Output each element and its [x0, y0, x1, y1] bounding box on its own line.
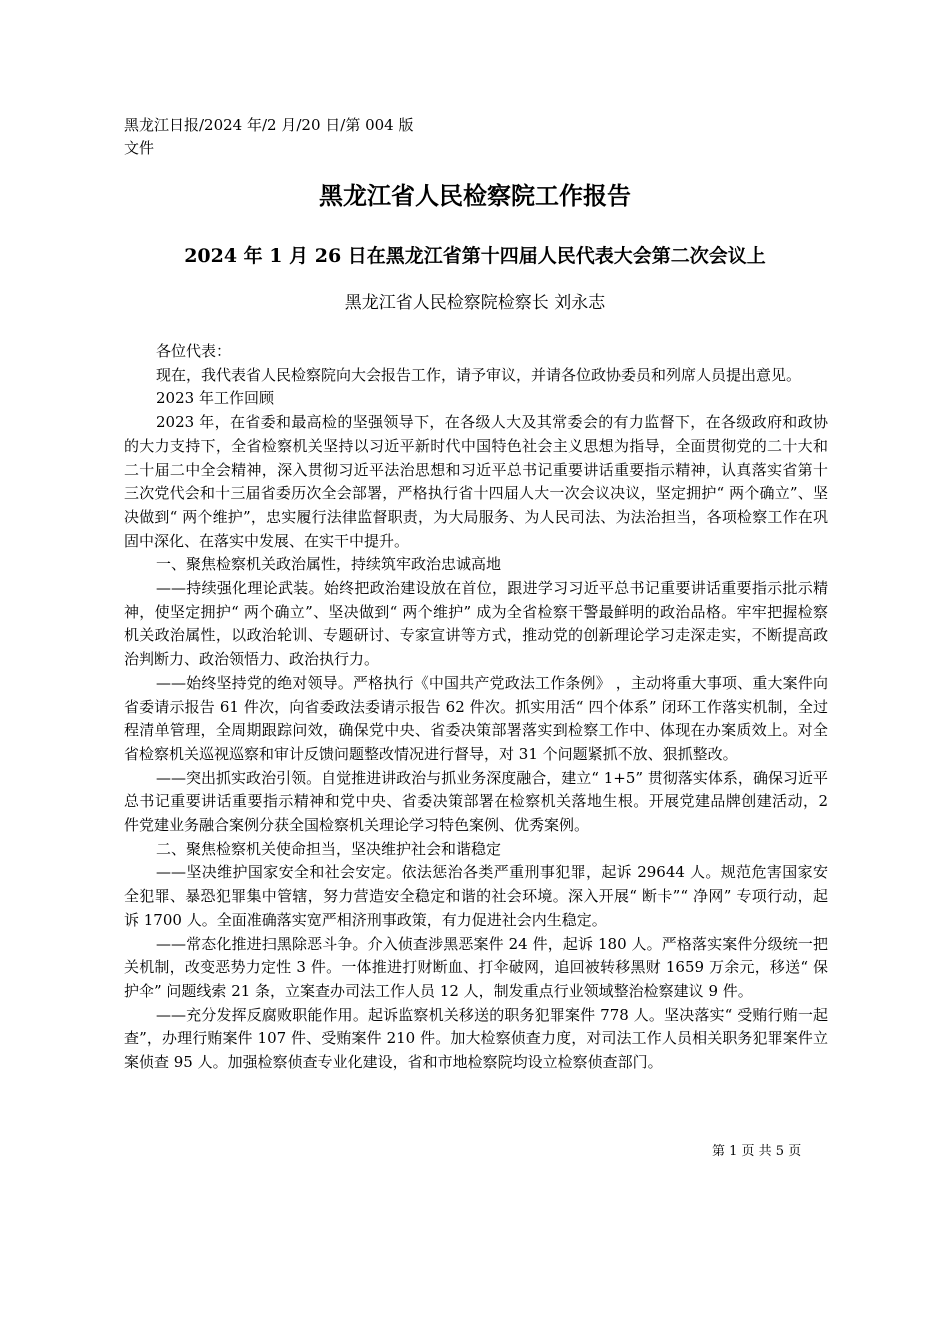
paragraph-party-leadership: ——始终坚持党的绝对领导。严格执行《中国共产党政法工作条例》 ，主动将重大事项、重大案件向省委请示报告 61 件次，向省委政法委请示报告 62 件次。抓实用活“ 四个体系” 闭环工作落实机制，全过程清单管理，全周期跟踪问效，确保党中央、省委决策部署落实到检察工作中、体现在办案质效上。对全省检察机关巡视巡察和审计反馈问题整改情况进行督导，对 31 个问题紧抓不放、狠抓整改。	[124, 673, 828, 763]
source-line: 黑龙江日报/2024 年/2 月/20 日/第 004 版文件	[124, 116, 414, 157]
paragraph-anti-crime: ——常态化推进扫黑除恶斗争。介入侦查涉黑恶案件 24 件，起诉 180 人。严格落实案件分级统一把关机制，改变恶势力定性 3 件。一体推进打财断血、打伞破网，追回被转移黑财 1659 万余元，移送“ 保护伞” 问题线索 21 条，立案查办司法工作人员 12 人，制发重点行业领域整治检察建议 9 件。	[124, 934, 828, 1000]
section-heading-one: 一、聚焦检察机关政治属性，持续筑牢政治忠诚高地	[156, 555, 502, 574]
section-heading-review: 2023 年工作回顾	[156, 389, 274, 408]
author-line: 黑龙江省人民检察院检察长 刘永志	[344, 293, 606, 313]
section-heading-two: 二、聚焦检察机关使命担当，坚决维护社会和谐稳定	[156, 839, 502, 858]
paragraph-national-security: ——坚决维护国家安全和社会安定。依法惩治各类严重刑事犯罪，起诉 29644 人。规范危害国家安全犯罪、暴恐犯罪集中管辖，努力营造安全稳定和谐的社会环境。深入开展“ 断卡”“ 净网” 专项行动，起诉 1700 人。全面准确落实宽严相济刑事政策，有力促进社会内生稳定。	[124, 863, 828, 929]
paragraph-theory: ——持续强化理论武装。始终把政治建设放在首位，跟进学习习近平总书记重要讲话重要指示批示精神，使坚定拥护“ 两个确立”、坚决做到“ 两个维护” 成为全省检察干警最鲜明的政治品格。牢牢把握检察机关政治属性，以政治轮训、专题研讨、专家宣讲等方式，推动党的创新理论学习走深走实，不断提高政治判断力、政治领悟力、政治执行力。	[124, 579, 828, 669]
paragraph-review-summary: 2023 年，在省委和最高检的坚强领导下，在各级人大及其常委会的有力监督下，在各级政府和政协的大力支持下，全省检察机关坚持以习近平新时代中国特色社会主义思想为指导，全面贯彻党的二十大和二十届二中全会精神，深入贯彻习近平法治思想和习近平总书记重要讲话重要指示精神，认真落实省第十三次党代会和十三届省委历次全会部署，严格执行省十四届人大一次会议决议，坚定拥护“ 两个确立”、坚决做到“ 两个维护”，忠实履行法律监督职责，为大局服务、为人民司法、为法治担当，各项检察工作在巩固中深化、在落实中发展、在实干中提升。	[124, 413, 828, 550]
paragraph-political-guidance: ——突出抓实政治引领。自觉推进讲政治与抓业务深度融合，建立“ 1+5” 贯彻落实体系，确保习近平总书记重要讲话重要指示精神和党中央、省委决策部署在检察机关落地生根。开展党建品牌创建活动，2 件党建业务融合案例分获全国检察机关理论学习特色案例、优秀案例。	[124, 768, 828, 835]
report-body	[124, 340, 828, 1075]
page-title: 黑龙江省人民检察院工作报告	[319, 182, 631, 210]
paragraph-intro: 现在，我代表省人民检察院向大会报告工作，请予审议，并请各位政协委员和列席人员提出意见。	[156, 365, 802, 384]
paragraph-anti-corruption: ——充分发挥反腐败职能作用。起诉监察机关移送的职务犯罪案件 778 人。坚决落实“ 受贿行贿一起查”，办理行贿案件 107 件、受贿案件 210 件。加大检察侦查力度，对司法工作人员相关职务犯罪案件立案侦查 95 人。加强检察侦查专业化建设，省和市地检察院均设立检察侦查部门。	[124, 1005, 828, 1072]
paragraph-salutation: 各位代表：	[156, 342, 232, 360]
page-number: 第 1 页 共 5 页	[712, 1144, 802, 1159]
page-subtitle: 2024 年 1 月 26 日在黑龙江省第十四届人民代表大会第二次会议上	[184, 245, 766, 267]
